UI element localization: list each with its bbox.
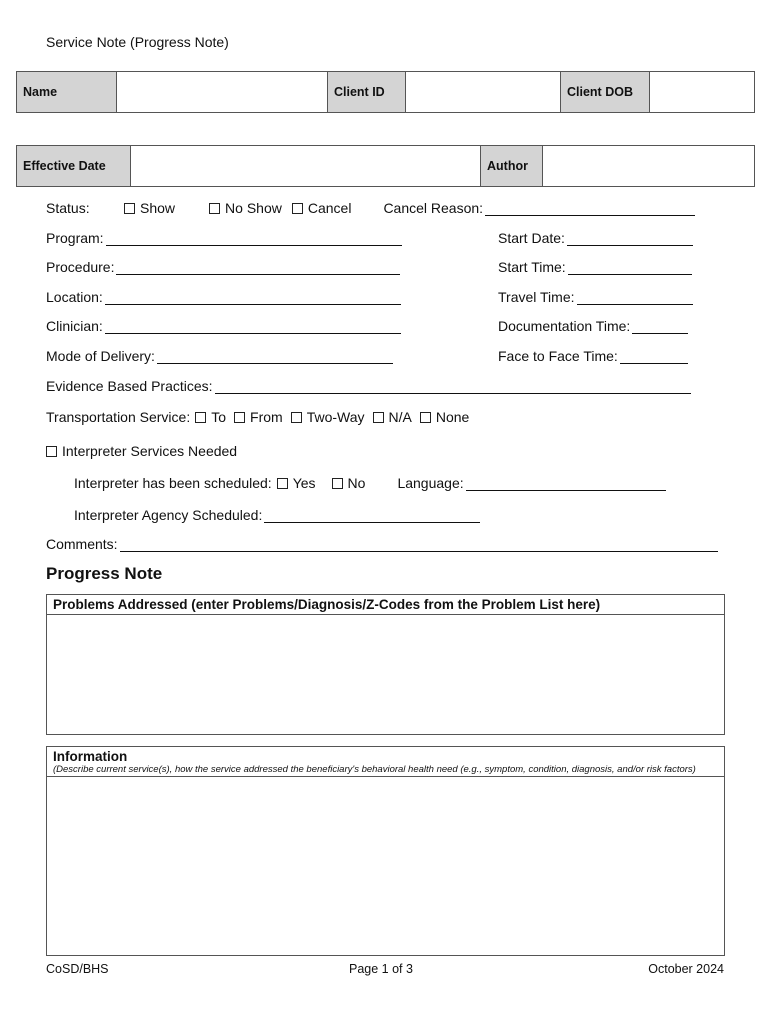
transportation-row (46, 407, 479, 425)
cancel-reason-field[interactable] (485, 201, 695, 216)
comments-field[interactable] (120, 537, 718, 552)
documentation-time-row (498, 316, 688, 334)
name-label: Name (17, 72, 117, 113)
program-row (46, 228, 402, 246)
start-date-row (498, 228, 693, 246)
start-date-field[interactable] (567, 231, 693, 246)
transportation-two-way-checkbox[interactable]: Two-Way (291, 409, 365, 425)
documentation-time-label: Documentation Time: (498, 318, 631, 334)
status-no-show-checkbox[interactable]: No Show (209, 200, 282, 216)
footer-page-number: Page 1 of 3 (349, 962, 413, 976)
interpreter-agency-label: Interpreter Agency Scheduled: (74, 507, 263, 523)
note-info-table (16, 145, 755, 187)
checkbox-icon (373, 412, 384, 423)
effective-date-field[interactable] (131, 146, 481, 187)
problems-addressed-field[interactable] (47, 615, 724, 733)
transportation-none-checkbox[interactable]: None (420, 409, 469, 425)
information-header (47, 747, 724, 777)
footer-left: CoSD/BHS (46, 962, 109, 976)
information-subtitle: (Describe current service(s), how the service addressed the beneficiary's behavioral health need (e.g., symptom, condition, diagnosis, and/or risk factors) (53, 764, 696, 775)
evidence-based-field[interactable] (215, 379, 691, 394)
comments-row (46, 534, 718, 552)
checkbox-icon (234, 412, 245, 423)
procedure-field[interactable] (116, 260, 400, 275)
cancel-reason-label: Cancel Reason: (383, 200, 484, 216)
client-dob-field[interactable] (650, 72, 755, 113)
interpreter-no-checkbox[interactable]: No (332, 475, 366, 491)
mode-of-delivery-field[interactable] (157, 349, 393, 364)
status-show-checkbox[interactable]: Show (124, 200, 175, 216)
checkbox-icon (195, 412, 206, 423)
checkbox-icon (46, 446, 57, 457)
interpreter-scheduled-label: Interpreter has been scheduled: (74, 475, 272, 491)
interpreter-needed-checkbox[interactable]: Interpreter Services Needed (46, 443, 237, 459)
client-info-table (16, 71, 755, 113)
problems-addressed-section (46, 594, 725, 735)
footer-date: October 2024 (648, 962, 724, 976)
language-field[interactable] (466, 476, 666, 491)
checkbox-icon (209, 203, 220, 214)
status-cancel-checkbox[interactable]: Cancel (292, 200, 352, 216)
information-field[interactable] (47, 777, 724, 937)
mode-of-delivery-label: Mode of Delivery: (46, 348, 155, 364)
evidence-based-label: Evidence Based Practices: (46, 378, 213, 394)
client-id-label: Client ID (328, 72, 406, 113)
transportation-na-checkbox[interactable]: N/A (373, 409, 412, 425)
travel-time-label: Travel Time: (498, 289, 575, 305)
status-label: Status: (46, 200, 90, 216)
face-to-face-time-label: Face to Face Time: (498, 348, 618, 364)
location-field[interactable] (105, 290, 401, 305)
interpreter-agency-row (74, 505, 480, 523)
travel-time-row (498, 287, 693, 305)
location-label: Location: (46, 289, 103, 305)
checkbox-icon (124, 203, 135, 214)
start-time-field[interactable] (568, 260, 692, 275)
evidence-based-row (46, 376, 691, 394)
start-date-label: Start Date: (498, 230, 565, 246)
procedure-row (46, 257, 400, 275)
interpreter-needed-row (46, 441, 247, 459)
mode-of-delivery-row (46, 346, 393, 364)
comments-label: Comments: (46, 536, 118, 552)
language-label: Language: (397, 475, 464, 491)
author-field[interactable] (543, 146, 755, 187)
document-title: Service Note (Progress Note) (46, 34, 229, 50)
transportation-to-checkbox[interactable]: To (195, 409, 226, 425)
checkbox-icon (420, 412, 431, 423)
program-label: Program: (46, 230, 104, 246)
interpreter-agency-field[interactable] (264, 508, 480, 523)
client-id-field[interactable] (406, 72, 561, 113)
clinician-row (46, 316, 401, 334)
clinician-label: Clinician: (46, 318, 103, 334)
problems-addressed-title: Problems Addressed (enter Problems/Diagnosis/Z-Codes from the Problem List here) (47, 595, 724, 615)
checkbox-icon (291, 412, 302, 423)
information-title: Information (53, 749, 128, 764)
transportation-label: Transportation Service: (46, 409, 191, 425)
status-row (46, 198, 695, 216)
interpreter-yes-checkbox[interactable]: Yes (277, 475, 316, 491)
interpreter-scheduled-row (74, 473, 666, 491)
documentation-time-field[interactable] (632, 319, 688, 334)
clinician-field[interactable] (105, 319, 401, 334)
procedure-label: Procedure: (46, 259, 115, 275)
checkbox-icon (292, 203, 303, 214)
progress-note-heading: Progress Note (46, 564, 163, 583)
face-to-face-time-row (498, 346, 688, 364)
information-section (46, 746, 725, 956)
travel-time-field[interactable] (577, 290, 693, 305)
checkbox-icon (277, 478, 288, 489)
name-field[interactable] (117, 72, 328, 113)
face-to-face-time-field[interactable] (620, 349, 688, 364)
client-dob-label: Client DOB (561, 72, 650, 113)
transportation-from-checkbox[interactable]: From (234, 409, 283, 425)
program-field[interactable] (106, 231, 402, 246)
start-time-row (498, 257, 692, 275)
effective-date-label: Effective Date (17, 146, 131, 187)
checkbox-icon (332, 478, 343, 489)
author-label: Author (481, 146, 543, 187)
location-row (46, 287, 401, 305)
start-time-label: Start Time: (498, 259, 566, 275)
